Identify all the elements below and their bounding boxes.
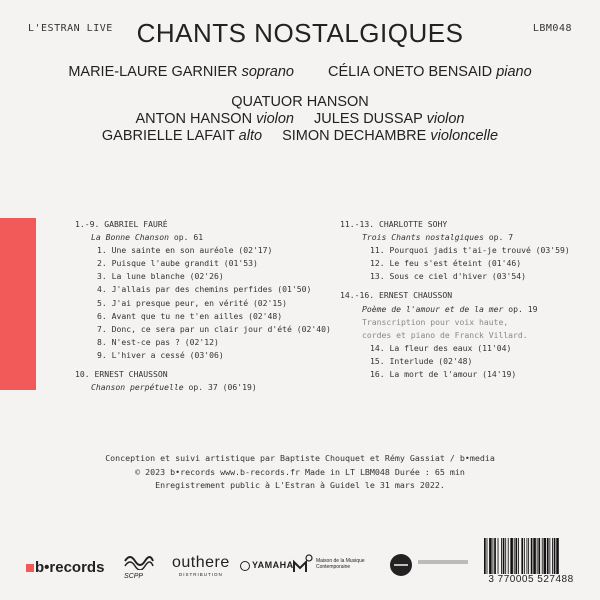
pianist-name: CÉLIA ONETO BENSAID — [328, 64, 493, 80]
track-item — [97, 270, 331, 283]
mmc-emblem-icon — [292, 552, 314, 578]
quartet-name: QUATUOR HANSON — [231, 94, 369, 110]
sohy-composer: CHARLOTTE SOHY — [379, 219, 448, 229]
label-name: L'ESTRAN LIVE — [28, 23, 113, 34]
track-title: Sous ce ciel d'hiver (03'54) — [389, 271, 526, 282]
sohy-work: Trois Chants nostalgiques op. 7 — [362, 232, 514, 243]
track-number: 4. — [97, 284, 112, 295]
violin1-name: ANTON HANSON — [135, 111, 253, 127]
track-number: 9. — [97, 349, 112, 360]
scpp-logo: SCPP — [124, 552, 158, 580]
viola-name: GABRIELLE LAFAIT — [101, 128, 235, 144]
chausson2-heading: 14.-16. ERNEST CHAUSSON — [340, 290, 453, 301]
track-item — [97, 310, 331, 323]
violin2-name: JULES DUSSAP — [314, 111, 423, 127]
tracklist-right — [340, 218, 570, 381]
chausson2-composer: ERNEST CHAUSSON — [379, 290, 453, 301]
chausson1-work: Chanson perpétuelle op. 37 (06'19) — [91, 382, 257, 393]
track-item — [97, 336, 331, 349]
mmc-label: Maison de la Musique Contemporaine — [316, 558, 365, 570]
track-title: J'allais par des chemins perfides (01'50) — [111, 284, 312, 295]
lestran-circle-icon — [388, 552, 414, 578]
track-number: 8. — [97, 336, 112, 347]
track-number: 3. — [97, 271, 112, 282]
faure-work: La Bonne Chanson op. 61 — [91, 232, 204, 243]
track-number: 14. — [370, 342, 390, 353]
mmc-logo — [292, 552, 314, 583]
track-item — [370, 355, 570, 368]
track-title: L'hiver a cessé (03'06) — [111, 349, 224, 360]
track-item — [97, 257, 331, 270]
track-item — [370, 244, 570, 257]
credits — [0, 452, 600, 493]
track-item — [97, 297, 331, 310]
credits-line-2: © 2023 b•records www.b-records.fr Made in LT LBM048 Durée : 65 min — [135, 466, 465, 477]
barcode-number: 3 770005 527488 — [488, 574, 574, 585]
track-title: Une sainte en son auréole (02'17) — [111, 245, 273, 256]
track-item — [97, 323, 331, 336]
track-item — [97, 349, 331, 362]
sohy-track-list — [340, 244, 570, 283]
viola-role: alto — [238, 128, 263, 144]
track-title: Le feu s'est éteint (01'46) — [389, 258, 522, 269]
track-item — [370, 270, 570, 283]
track-number: 15. — [370, 355, 390, 366]
track-item — [370, 257, 570, 270]
yamaha-logo: YAMAHA — [240, 560, 294, 571]
track-title: Avant que tu ne t'en ailles (02'48) — [111, 310, 283, 321]
track-title: Puisque l'aube grandit (01'53) — [111, 258, 258, 269]
lestran-logo — [388, 552, 414, 583]
chausson1-heading: 10. ERNEST CHAUSSON — [75, 369, 168, 380]
soloists-line — [0, 64, 600, 80]
faure-composer: GABRIEL FAURÉ — [104, 219, 168, 229]
track-number: 12. — [370, 258, 390, 269]
soprano-role: soprano — [241, 64, 294, 80]
pianist-role: piano — [496, 64, 532, 80]
track-number: 16. — [370, 369, 390, 380]
track-number: 11. — [370, 245, 390, 256]
chausson2-note-2: cordes et piano de Franck Villard. — [362, 329, 528, 340]
track-number: 5. — [97, 297, 112, 308]
track-title: Pourquoi jadis t'ai-je trouvé (03'59) — [389, 245, 570, 256]
sohy-heading: 11.-13. CHARLOTTE SOHY — [340, 219, 448, 229]
track-title: J'ai presque peur, en vérité (02'15) — [111, 297, 288, 308]
chausson2-work: Poème de l'amour et de la mer op. 19 — [362, 303, 538, 314]
track-title: La fleur des eaux (11'04) — [389, 342, 512, 353]
partner-logo-bar — [418, 560, 468, 564]
faure-track-list — [75, 244, 331, 362]
album-title: CHANTS NOSTALGIQUES — [136, 18, 464, 48]
quartet-line-2 — [0, 128, 600, 144]
track-item — [97, 244, 331, 257]
red-accent-tab — [0, 218, 36, 390]
track-item — [370, 342, 570, 355]
violin2-role: violon — [426, 111, 465, 127]
scpp-wave-icon — [124, 552, 154, 570]
credits-line-3: Enregistrement public à L'Estran à Guidel le 31 mars 2022. — [155, 480, 445, 490]
violin1-role: violon — [256, 111, 294, 127]
yamaha-tuning-fork-icon — [240, 561, 250, 571]
track-title: N'est-ce pas ? (02'12) — [111, 336, 219, 347]
track-item — [97, 283, 331, 296]
track-number: 6. — [97, 310, 112, 321]
outhere-logo: outhere DISTRIBUTION — [172, 554, 230, 577]
quartet-line-1 — [0, 111, 600, 127]
cello-name: SIMON DECHAMBRE — [282, 128, 427, 144]
brecords-logo: b•records — [26, 559, 104, 576]
track-item — [370, 368, 570, 381]
barcode — [482, 538, 580, 574]
track-number: 2. — [97, 258, 112, 269]
chausson1-composer: ERNEST CHAUSSON — [94, 369, 168, 380]
chausson2-track-list — [340, 342, 570, 381]
brecords-dot-icon — [26, 564, 34, 572]
catalog-number: LBM048 — [532, 23, 572, 34]
cello-role: violoncelle — [430, 128, 499, 144]
track-number: 1. — [97, 245, 112, 256]
track-number: 13. — [370, 271, 390, 282]
soprano-name: MARIE-LAURE GARNIER — [68, 64, 238, 80]
track-title: Interlude (02'48) — [389, 355, 473, 366]
track-title: La lune blanche (02'26) — [111, 271, 224, 282]
faure-heading: 1.-9. GABRIEL FAURÉ — [75, 219, 168, 229]
tracklist-left — [75, 218, 331, 394]
track-title: La mort de l'amour (14'19) — [389, 369, 517, 380]
track-number: 7. — [97, 323, 112, 334]
track-title: Donc, ce sera par un clair jour d'été (02'40) — [111, 323, 331, 334]
chausson2-note-1: Transcription pour voix haute, — [362, 316, 509, 327]
credits-line-1: Conception et suivi artistique par Baptiste Chouquet et Rémy Gassiat / b•media — [105, 453, 495, 463]
